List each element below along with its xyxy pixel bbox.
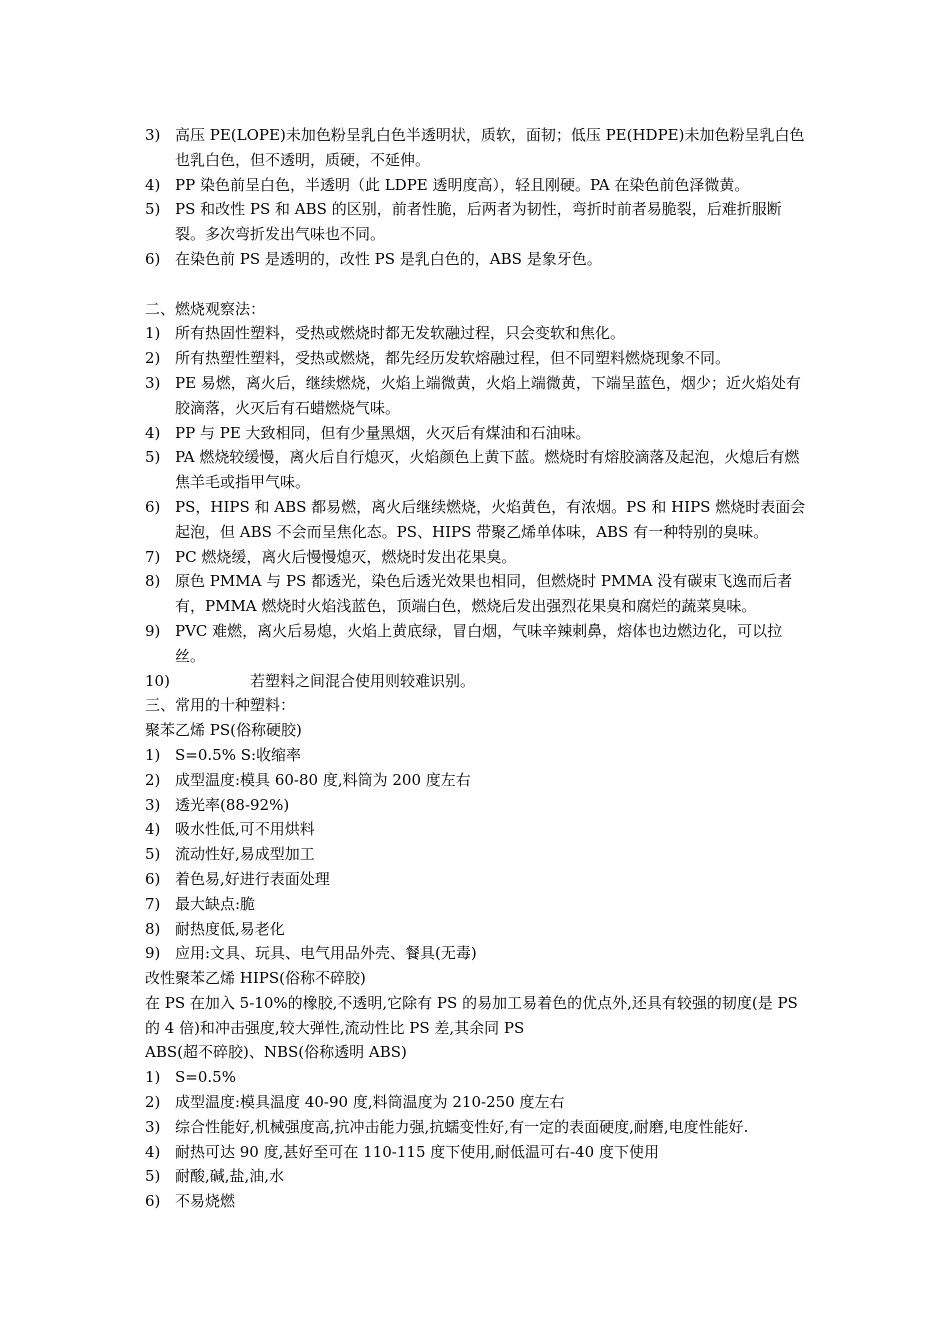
item-number: 6) — [145, 869, 161, 888]
item-number: 3) — [145, 795, 161, 814]
list-item — [145, 197, 810, 247]
list-item — [145, 173, 810, 198]
list-item — [145, 619, 810, 669]
item-number: 4) — [145, 820, 161, 839]
item-number: 8) — [145, 572, 161, 591]
list-item — [145, 545, 810, 570]
item-number: 2) — [145, 1093, 161, 1112]
list-item — [145, 817, 810, 842]
paragraph: 在 PS 在加入 5-10%的橡胶,不透明,它除有 PS 的易加工易着色的优点外,还具有较强的韧度(是 PS 的 4 倍)和冲击强度,较大弹性,流动性比 PS 差,其余同 PS — [145, 993, 798, 1037]
item-number: 9) — [145, 621, 161, 640]
list-item — [145, 743, 810, 768]
item-number: 1) — [145, 1068, 161, 1087]
list-item — [145, 917, 810, 942]
item-text: 着色易,好进行表面处理 — [175, 869, 330, 888]
list-item — [145, 346, 810, 371]
item-number: 7) — [145, 894, 161, 913]
list-item — [145, 495, 810, 545]
item-number: 5) — [145, 448, 161, 467]
item-text: PP 与 PE 大致相同，但有少量黑烟，火灭后有煤油和石油味。 — [175, 423, 591, 442]
item-number: 1) — [145, 324, 161, 343]
item-text: PVC 难燃，离火后易熄，火焰上黄底绿，冒白烟，气味辛辣刺鼻，熔体也边燃边化，可以拉丝。 — [175, 621, 783, 665]
item-text: S=0.5% — [175, 1068, 236, 1087]
list-item — [145, 569, 810, 619]
item-text: 所有热塑性塑料，受热或燃烧，都先经历发软熔融过程，但不同塑料燃烧现象不同。 — [175, 349, 731, 368]
list-item — [145, 1090, 810, 1115]
item-text: 原色 PMMA 与 PS 都透光，染色后透光效果也相同，但燃烧时 PMMA 没有碳束飞逸而后者有，PMMA 燃烧时火焰浅蓝色，顶端白色，燃烧后发出强烈花果臭和腐烂的蔬菜臭味。 — [175, 572, 793, 616]
item-number: 3) — [145, 373, 161, 392]
item-number: 5) — [145, 200, 161, 219]
item-text: 流动性好,易成型加工 — [175, 845, 315, 864]
item-text: 成型温度:模具温度 40-90 度,料筒温度为 210-250 度左右 — [175, 1093, 565, 1112]
item-text: 不易烧燃 — [175, 1192, 236, 1211]
list-item — [145, 768, 810, 793]
item-number: 8) — [145, 919, 161, 938]
item-number: 4) — [145, 1142, 161, 1161]
item-text: 耐热度低,易老化 — [175, 919, 285, 938]
item-number: 3) — [145, 126, 161, 144]
item-text: 在染色前 PS 是透明的，改性 PS 是乳白色的，ABS 是象牙色。 — [175, 249, 602, 268]
list-item — [145, 421, 810, 446]
item-number: 2) — [145, 770, 161, 789]
item-number: 6) — [145, 497, 161, 516]
item-text: 高压 PE(LOPE)未加色粉呈乳白色半透明状，质软，面韧；低压 PE(HDPE)未加色粉呈乳白色也乳白色，但不透明，质硬，不延伸。 — [175, 126, 805, 169]
item-number: 7) — [145, 547, 161, 566]
list-item — [145, 867, 810, 892]
list-item — [145, 321, 810, 346]
item-text: 最大缺点:脆 — [175, 894, 256, 913]
item-text: PS，HIPS 和 ABS 都易燃，离火后继续燃烧，火焰黄色，有浓烟。PS 和 HIPS 燃烧时表面会起泡，但 ABS 不会而呈焦化态。PS、HIPS 带聚乙烯单体味，ABS 有一种特别的臭味。 — [175, 497, 806, 541]
item-text: 若塑料之间混合使用则较难识别。 — [250, 671, 476, 690]
section-heading: 三、常用的十种塑料： — [145, 696, 296, 715]
list-item — [145, 793, 810, 818]
list-item — [145, 1140, 810, 1165]
item-number: 10) — [145, 671, 170, 690]
document-body — [145, 123, 810, 1214]
item-number: 4) — [145, 175, 161, 194]
subsection-heading: 改性聚苯乙烯 HIPS(俗称不碎胶) — [145, 969, 366, 988]
list-item — [145, 892, 810, 917]
item-text: PC 燃烧缓，离火后慢慢熄灭，燃烧时发出花果臭。 — [175, 547, 517, 566]
section-heading: 二、燃烧观察法： — [145, 299, 266, 318]
item-text: 成型温度:模具 60-80 度,料筒为 200 度左右 — [175, 770, 471, 789]
item-number: 4) — [145, 423, 161, 442]
list-item — [145, 842, 810, 867]
item-text: 吸水性低,可不用烘料 — [175, 820, 315, 839]
list-item — [145, 1115, 810, 1140]
blank-line — [145, 272, 810, 297]
list-item — [145, 247, 810, 272]
item-number: 6) — [145, 249, 161, 268]
item-text: S=0.5% S:收缩率 — [175, 745, 302, 764]
item-number: 1) — [145, 745, 161, 764]
item-text: PP 染色前呈白色，半透明（此 LDPE 透明度高），轻且刚硬。PA 在染色前色泽微黄。 — [175, 175, 750, 194]
item-number: 2) — [145, 349, 161, 368]
item-text: 所有热固性塑料，受热或燃烧时都无发软融过程，只会变软和焦化。 — [175, 324, 626, 343]
list-item — [145, 1164, 810, 1189]
item-text: PA 燃烧较缓慢，离火后自行熄灭，火焰颜色上黄下蓝。燃烧时有熔胶滴落及起泡，火熄后有燃焦羊毛或指甲气味。 — [175, 448, 800, 492]
subsection-heading: 聚苯乙烯 PS(俗称硬胶) — [145, 721, 302, 740]
list-item — [145, 1065, 810, 1090]
item-text: 透光率(88-92%) — [175, 795, 290, 814]
list-item — [145, 123, 810, 173]
list-item — [145, 445, 810, 495]
item-text: 耐酸,碱,盐,油,水 — [175, 1167, 285, 1186]
item-text: 应用:文具、玩具、电气用品外壳、餐具(无毒) — [175, 944, 477, 963]
item-number: 5) — [145, 845, 161, 864]
item-number: 9) — [145, 944, 161, 963]
item-text: 综合性能好,机械强度高,抗冲击能力强,抗蠕变性好,有一定的表面硬度,耐磨,电度性能好. — [175, 1117, 749, 1136]
item-text: PS 和改性 PS 和 ABS 的区别，前者性脆，后两者为韧性，弯折时前者易脆裂，后难折服断裂。多次弯折发出气味也不同。 — [175, 200, 782, 244]
list-item — [145, 371, 810, 421]
item-text: PE 易燃，离火后，继续燃烧，火焰上端微黄，火焰上端微黄，下端呈蓝色，烟少；近火焰处有胶滴落，火灭后有石蜡燃烧气味。 — [175, 373, 801, 417]
item-text: 耐热可达 90 度,甚好至可在 110-115 度下使用,耐低温可右-40 度下使用 — [175, 1142, 659, 1161]
list-item — [145, 669, 810, 694]
list-item — [145, 1189, 810, 1214]
list-item — [145, 941, 810, 966]
subsection-heading: ABS(超不碎胶)、NBS(俗称透明 ABS) — [145, 1043, 407, 1062]
item-number: 6) — [145, 1192, 161, 1211]
item-number: 5) — [145, 1167, 161, 1186]
item-number: 3) — [145, 1117, 161, 1136]
